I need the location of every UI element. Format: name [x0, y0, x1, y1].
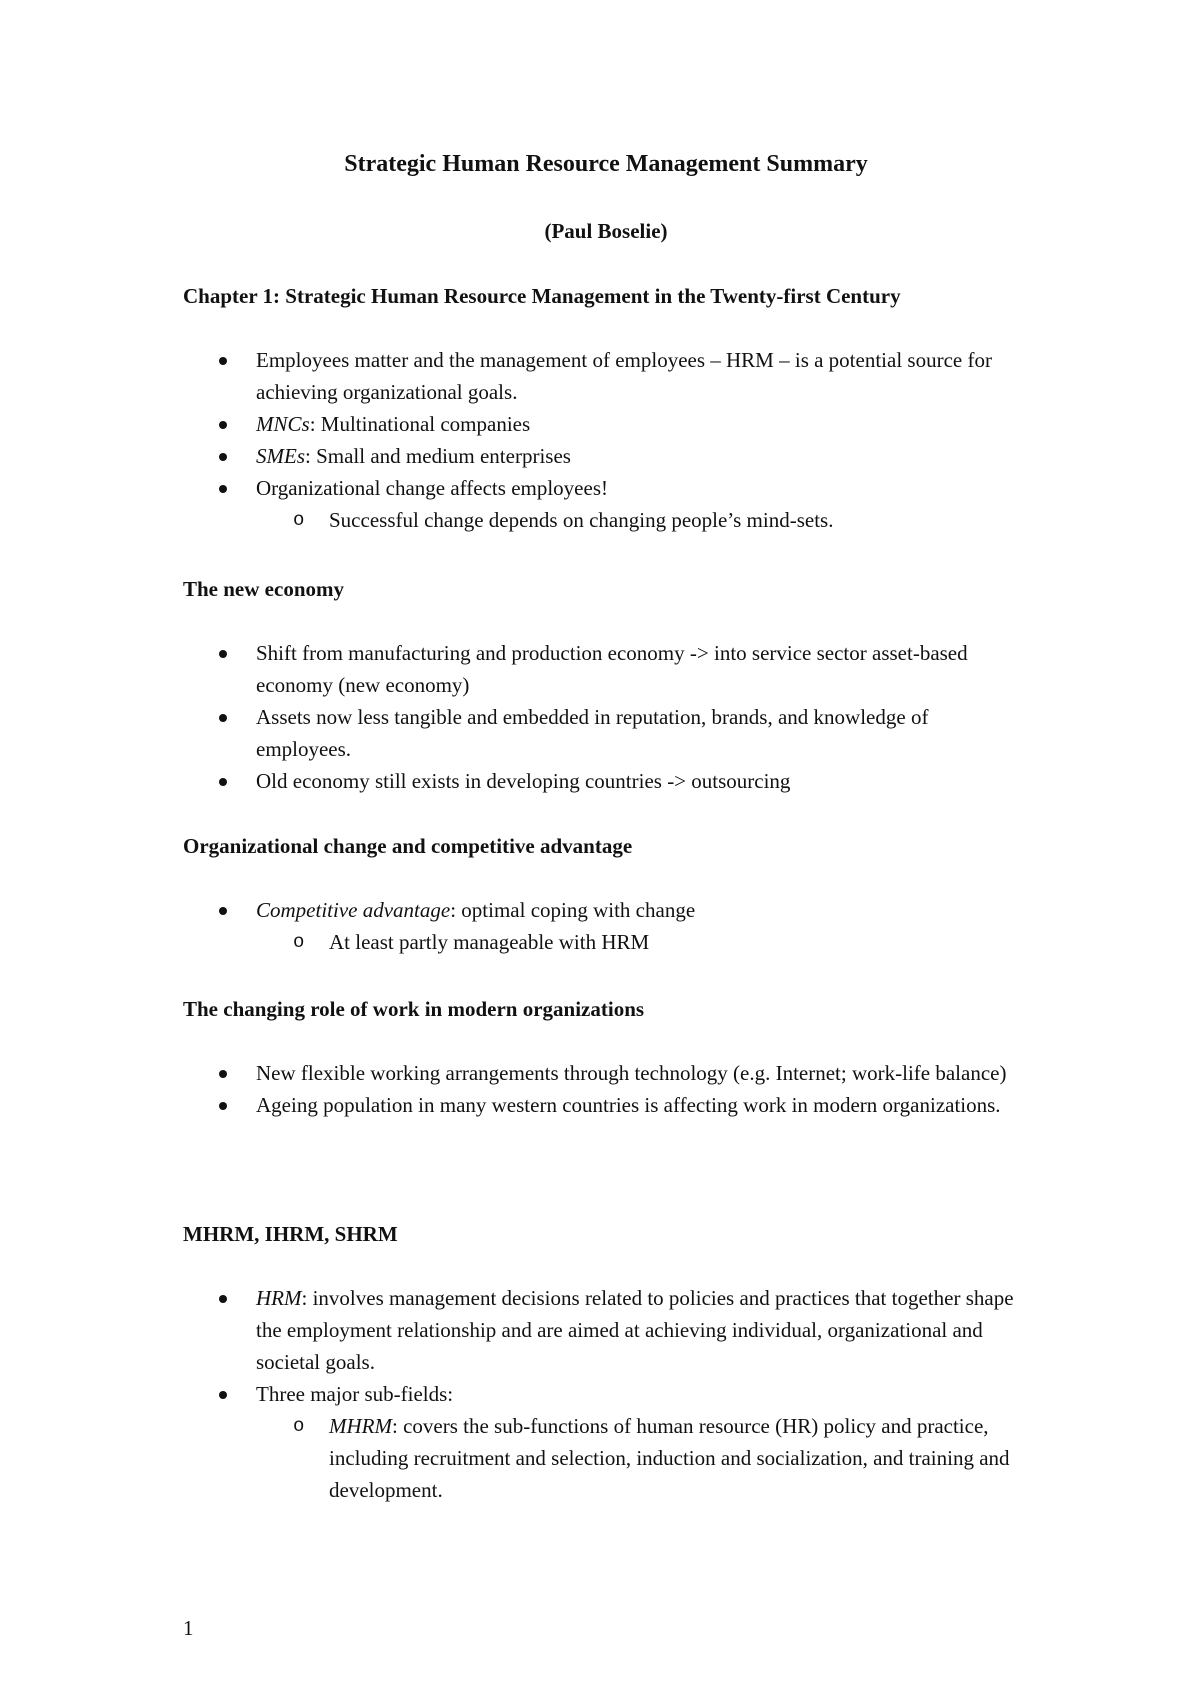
list-item-text: : involves management decisions related to policies and practices that together shape the employment relationship and are aimed at achieving individual, organizational and societal goals.: [256, 1286, 1014, 1374]
list-item: [0, 637, 1016, 701]
page-number: 1: [183, 1616, 194, 1640]
chapter-1-list: [0, 344, 1200, 536]
list-item: [0, 765, 1016, 797]
chapter-1-heading: Chapter 1: Strategic Human Resource Management in the Twenty-first Century: [183, 284, 901, 308]
list-item: [0, 1057, 1016, 1089]
list-item-text: : optimal coping with change: [450, 898, 696, 922]
list-item: [0, 408, 1016, 440]
term-mhrm: MHRM: [329, 1414, 392, 1438]
hrm-fields-list: [0, 1282, 1200, 1506]
list-item-text: Shift from manufacturing and production economy -> into service sector asset-based economy (new economy): [256, 641, 968, 697]
list-item-text: Assets now less tangible and embedded in reputation, brands, and knowledge of employees.: [256, 705, 929, 761]
term-competitive-advantage: Competitive advantage: [256, 898, 451, 922]
list-item-text: : Small and medium enterprises: [305, 444, 571, 468]
list-item: [0, 472, 1016, 536]
list-item: [0, 440, 1016, 472]
changing-role-list: [0, 1057, 1200, 1121]
sub-list-item-text: Successful change depends on changing people’s mind-sets.: [329, 508, 834, 532]
sub-list-item-text: : covers the sub-functions of human resource (HR) policy and practice, including recruitment and selection, induction and socialization, and training and development.: [329, 1414, 1010, 1502]
list-item-text: Old economy still exists in developing countries -> outsourcing: [256, 769, 791, 793]
list-item: [0, 1282, 1016, 1378]
list-item-text: Employees matter and the management of employees – HRM – is a potential source for achieving organizational goals.: [256, 348, 992, 404]
term-mncs: MNCs: [256, 412, 310, 436]
sub-list: [256, 926, 1016, 958]
hrm-fields-heading: MHRM, IHRM, SHRM: [183, 1222, 398, 1246]
sub-list-item-text: At least partly manageable with HRM: [329, 930, 650, 954]
list-item: [0, 701, 1016, 765]
document-title: Strategic Human Resource Management Summary: [344, 151, 868, 177]
list-item: [0, 1378, 1016, 1506]
changing-role-heading: The changing role of work in modern organizations: [183, 997, 645, 1021]
list-item: [0, 1089, 1016, 1121]
sub-list-item: [256, 1410, 1016, 1506]
list-item: [0, 344, 1016, 408]
org-change-list: [0, 894, 1200, 958]
org-change-heading: Organizational change and competitive advantage: [183, 834, 633, 858]
document-author: (Paul Boselie): [544, 219, 668, 243]
sub-list: [256, 504, 1016, 536]
list-item-text: Ageing population in many western countries is affecting work in modern organizations.: [256, 1093, 1001, 1117]
new-economy-list: [0, 637, 1200, 797]
list-item-text: : Multinational companies: [309, 412, 531, 436]
list-item-text: Organizational change affects employees!: [256, 476, 608, 500]
new-economy-heading: The new economy: [183, 577, 344, 601]
list-item-text: New flexible working arrangements through technology (e.g. Internet; work-life balance): [256, 1061, 1007, 1085]
term-smes: SMEs: [256, 444, 305, 468]
sub-list-item: [256, 504, 1016, 536]
sub-list: [256, 1410, 1016, 1506]
term-hrm: HRM: [256, 1286, 302, 1310]
list-item: [0, 894, 1016, 958]
sub-list-item: [256, 926, 1016, 958]
list-item-text: Three major sub-fields:: [256, 1382, 454, 1406]
